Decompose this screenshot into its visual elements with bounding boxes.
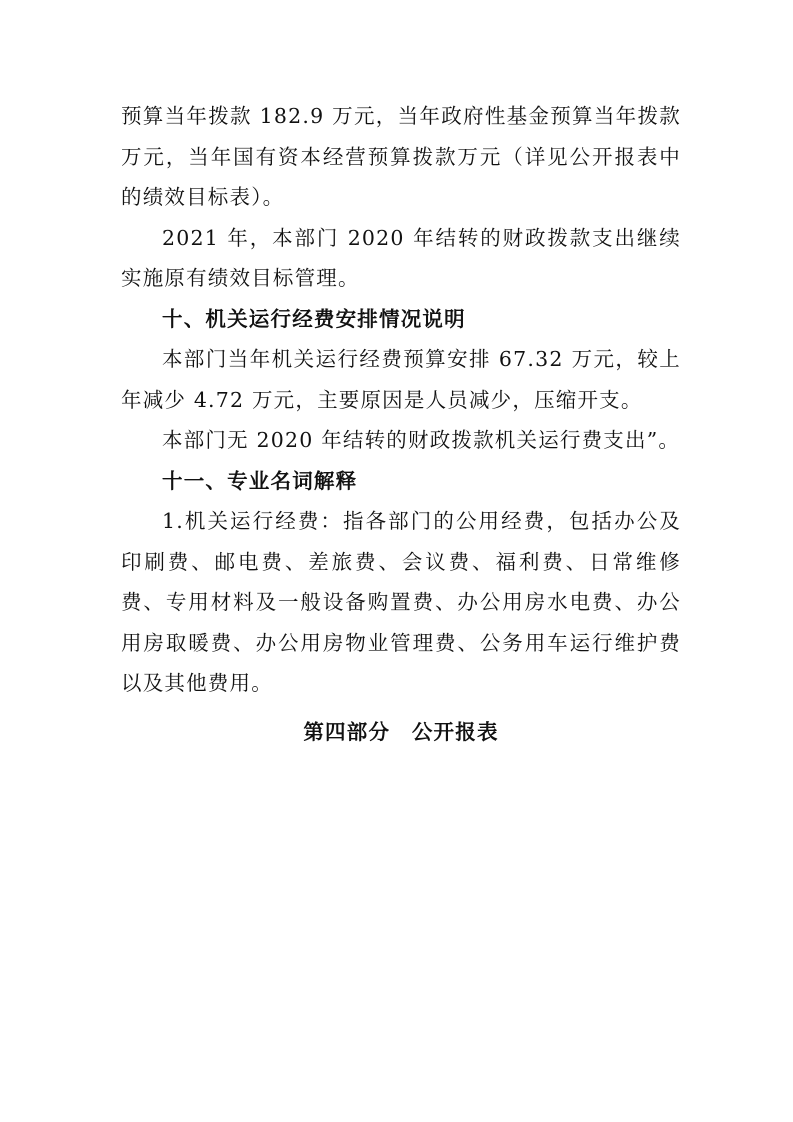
- section-10-paragraph-2: 本部门无 2020 年结转的财政拨款机关运行费支出”。: [162, 428, 681, 452]
- section-11-heading: 十一、专业名词解释: [162, 468, 358, 493]
- document-body: [121, 96, 681, 752]
- part-4-title: 第四部分 公开报表: [303, 719, 499, 744]
- section-11-paragraph-1: 1.机关运行经费：指各部门的公用经费，包括办公及印刷费、邮电费、差旅费、会议费、福利费、日常维修费、专用材料及一般设备购置费、办公用房水电费、办公用房取暖费、办公用房物业管理费、公务用车运行维护费以及其他费用。: [121, 509, 681, 695]
- section-10-heading: 十、机关运行经费安排情况说明: [162, 306, 466, 331]
- carryover-paragraph: 2021 年，本部门 2020 年结转的财政拨款支出继续实施原有绩效目标管理。: [121, 225, 681, 290]
- section-10-paragraph-1: 本部门当年机关运行经费预算安排 67.32 万元，较上年减少 4.72 万元，主要原因是人员减少，压缩开支。: [121, 347, 681, 412]
- budget-paragraph: 预算当年拨款 182.9 万元，当年政府性基金预算当年拨款万元，当年国有资本经营预算拨款万元（详见公开报表中的绩效目标表）。: [121, 104, 681, 209]
